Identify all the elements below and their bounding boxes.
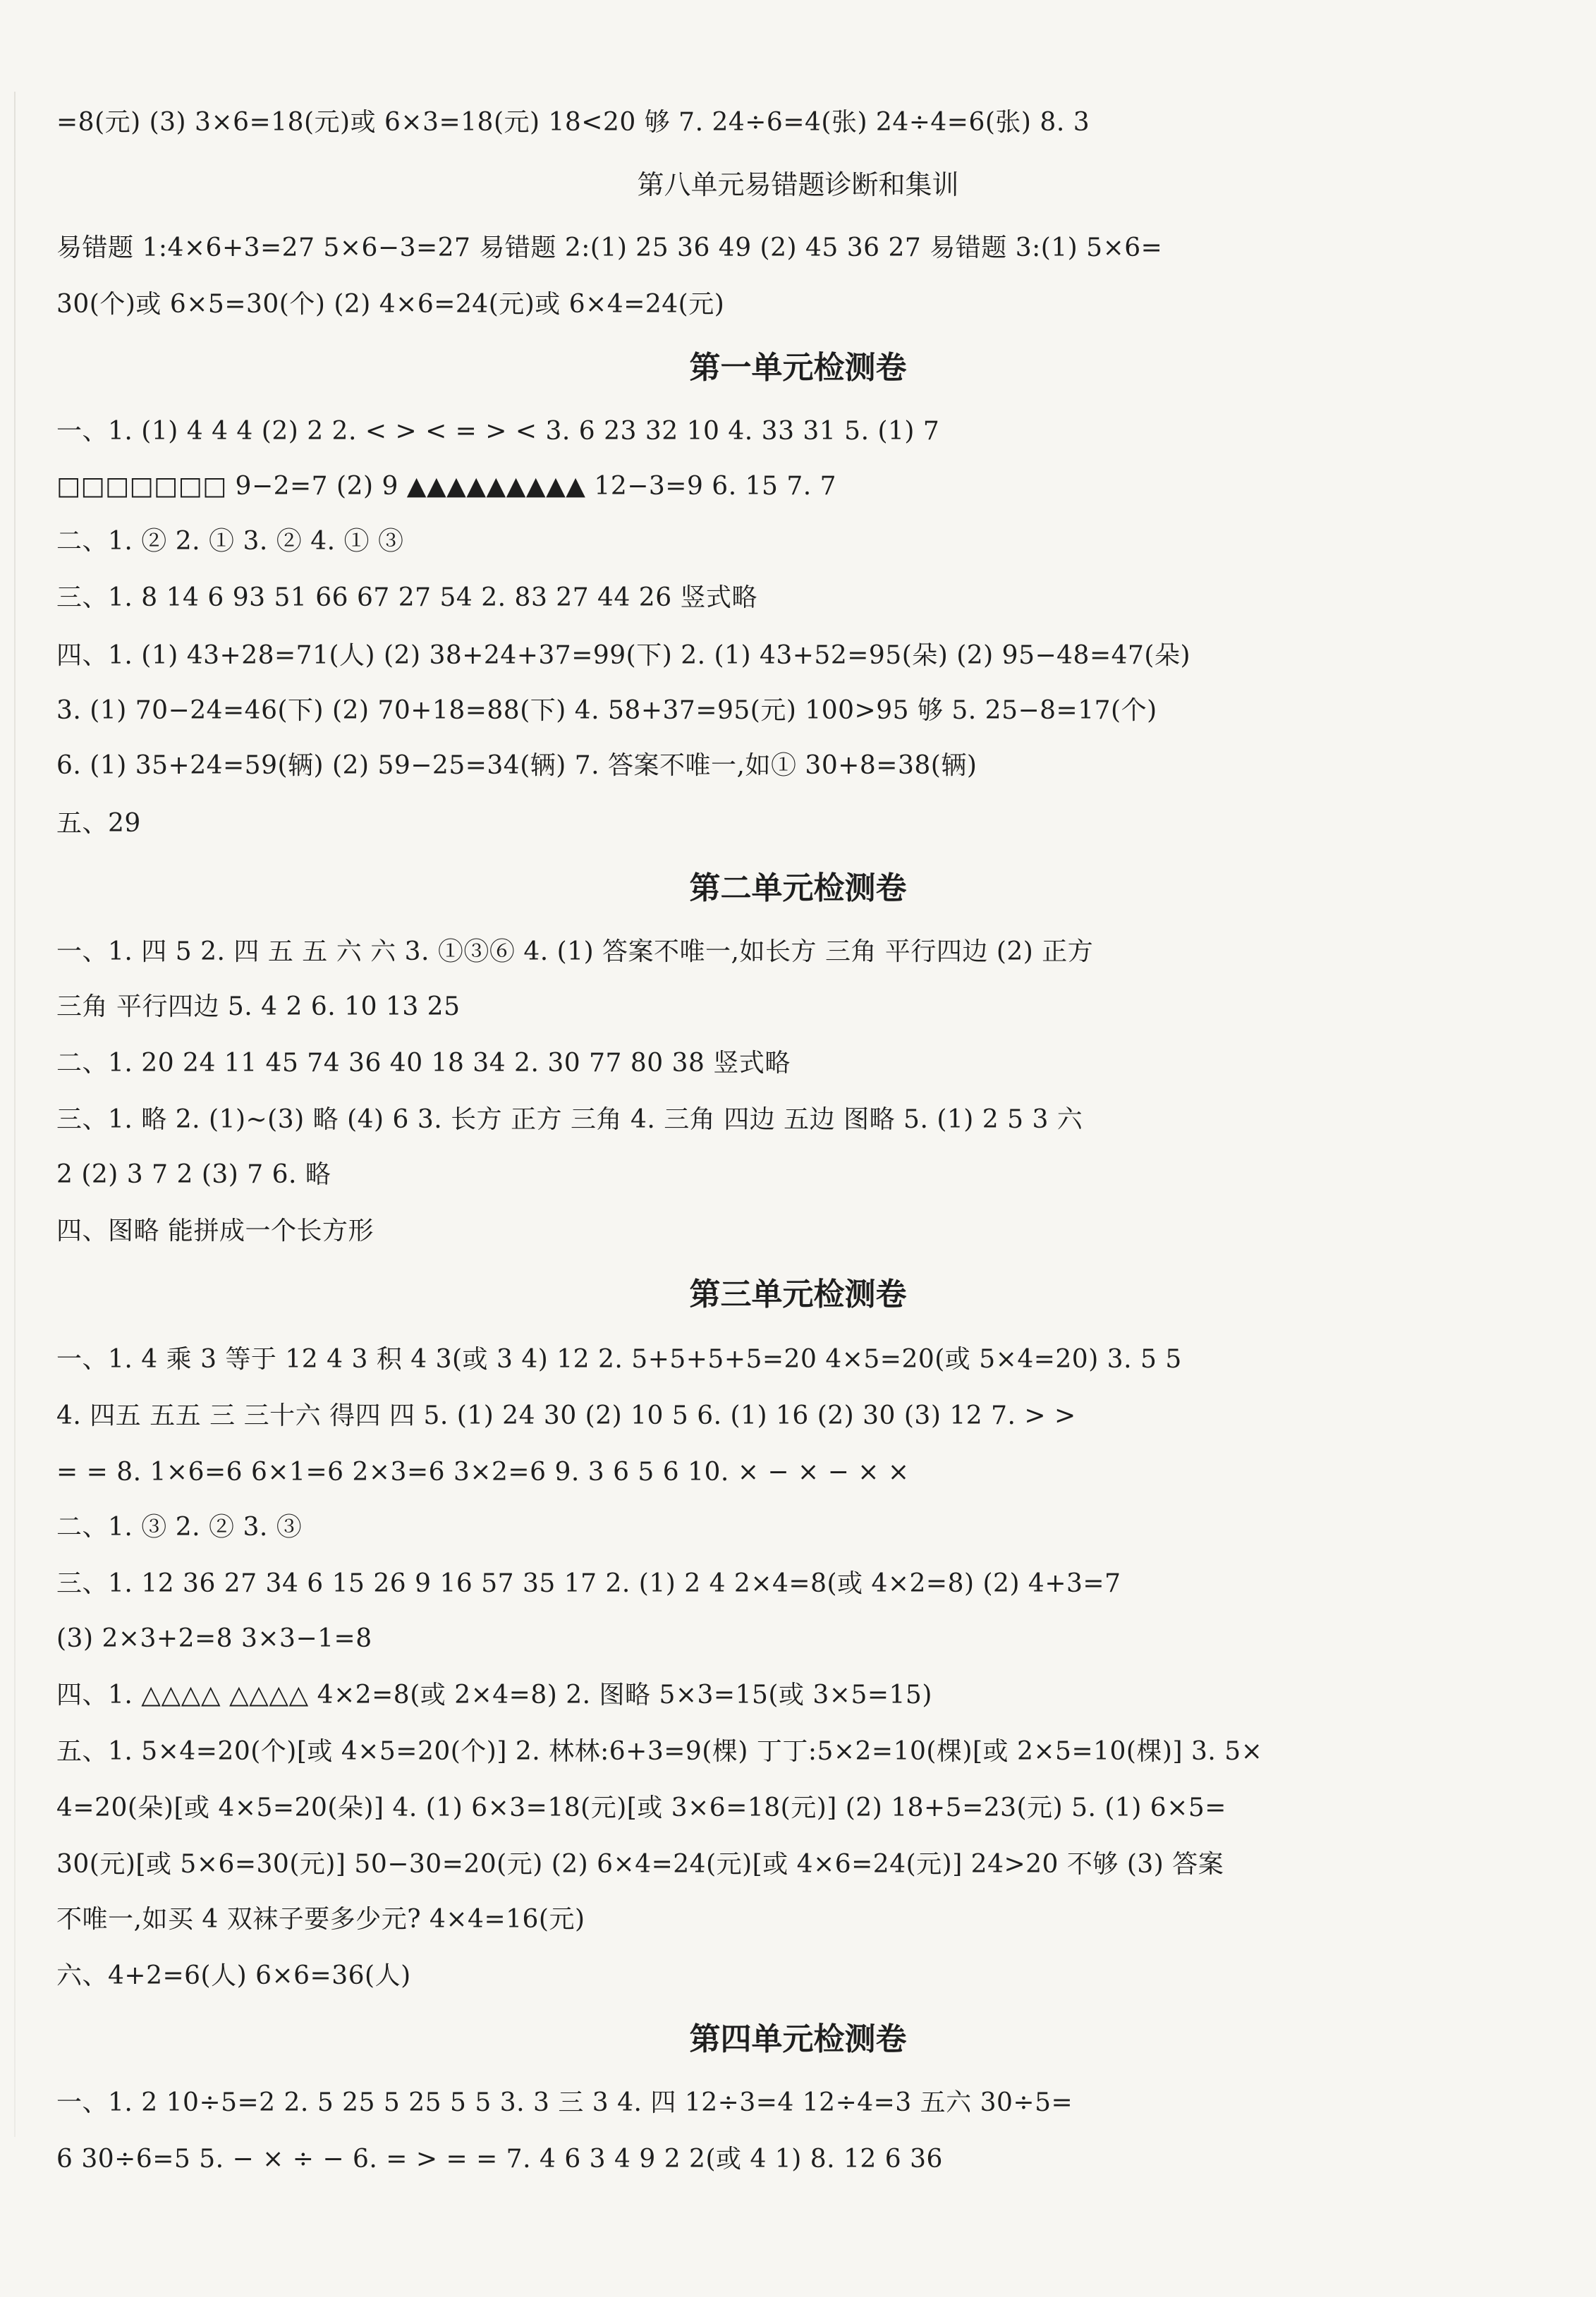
test2-line: 三角 平行四边 5. 4 2 6. 10 13 25 [56, 992, 461, 1021]
test3-line: 不唯一,如买 4 双袜子要多少元? 4×4=16(元) [56, 1905, 585, 1934]
test1-line: 五、29 [56, 809, 141, 838]
test3-line: (3) 2×3+2=8 3×3−1=8 [56, 1624, 372, 1653]
test3-line: 二、1. ③ 2. ② 3. ③ [56, 1513, 303, 1542]
test2-line: 三、1. 略 2. (1)~(3) 略 (4) 6 3. 长方 正方 三角 4. 三角 四边 五边 图略 5. (1) 2 5 3 六 [56, 1105, 1083, 1134]
unit8-line: 30(个)或 6×5=30(个) (2) 4×6=24(元)或 6×4=24(元) [56, 290, 725, 319]
test3-line: 四、1. △△△△ △△△△ 4×2=8(或 2×4=8) 2. 图略 5×3=15(或 3×5=15) [56, 1681, 932, 1710]
test2-title: 第二单元检测卷 [689, 870, 907, 906]
test3-line: = = 8. 1×6=6 6×1=6 2×3=6 3×2=6 9. 3 6 5 6 10. × − × − × × [56, 1458, 910, 1487]
test3-line: 五、1. 5×4=20(个)[或 4×5=20(个)] 2. 林林:6+3=9(棵) 丁丁:5×2=10(棵)[或 2×5=10(棵)] 3. 5× [56, 1737, 1263, 1766]
test2-line: 四、图略 能拼成一个长方形 [56, 1217, 374, 1245]
test1-title: 第一单元检测卷 [689, 350, 907, 386]
test1-line: 一、1. (1) 4 4 4 (2) 2 2. < > < = > < 3. 6 23 32 10 4. 33 31 5. (1) 7 [56, 417, 940, 446]
test1-line: 三、1. 8 14 6 93 51 66 67 27 54 2. 83 27 44 26 竖式略 [56, 583, 758, 612]
test1-line: 四、1. (1) 43+28=71(人) (2) 38+24+37=99(下) 2. (1) 43+52=95(朵) (2) 95−48=47(朵) [56, 641, 1191, 670]
test3-line: 4=20(朵)[或 4×5=20(朵)] 4. (1) 6×3=18(元)[或 3×6=18(元)] (2) 18+5=23(元) 5. (1) 6×5= [56, 1793, 1226, 1822]
test3-line: 4. 四五 五五 三 三十六 得四 四 5. (1) 24 30 (2) 10 5 6. (1) 16 (2) 30 (3) 12 7. > > [56, 1401, 1076, 1430]
test2-line: 2 (2) 3 7 2 (3) 7 6. 略 [56, 1160, 331, 1189]
test4-line: 一、1. 2 10÷5=2 2. 5 25 5 25 5 5 3. 3 三 3 4. 四 12÷3=4 12÷4=3 五六 30÷5= [56, 2088, 1073, 2117]
header-answer-line: =8(元) (3) 3×6=18(元)或 6×3=18(元) 18<20 够 7. 24÷6=4(张) 24÷4=6(张) 8. 3 [56, 108, 1090, 137]
test2-line: 二、1. 20 24 11 45 74 36 40 18 34 2. 30 77 80 38 竖式略 [56, 1049, 791, 1078]
test3-line: 30(元)[或 5×6=30(元)] 50−30=20(元) (2) 6×4=24(元)[或 4×6=24(元)] 24>20 不够 (3) 答案 [56, 1850, 1224, 1879]
unit8-line: 易错题 1:4×6+3=27 5×6−3=27 易错题 2:(1) 25 36 49 (2) 45 36 27 易错题 3:(1) 5×6= [56, 233, 1163, 262]
test1-line: 3. (1) 70−24=46(下) (2) 70+18=88(下) 4. 58+37=95(元) 100>95 够 5. 25−8=17(个) [56, 696, 1157, 725]
test1-line: 6. (1) 35+24=59(辆) (2) 59−25=34(辆) 7. 答案不唯一,如① 30+8=38(辆) [56, 751, 977, 780]
test3-line: 三、1. 12 36 27 34 6 15 26 9 16 57 35 17 2. (1) 2 4 2×4=8(或 4×2=8) (2) 4+3=7 [56, 1569, 1121, 1598]
test3-line: 六、4+2=6(人) 6×6=36(人) [56, 1961, 411, 1990]
page-margin-line [14, 92, 16, 2137]
test3-title: 第三单元检测卷 [689, 1277, 907, 1312]
test3-line: 一、1. 4 乘 3 等于 12 4 3 积 4 3(或 3 4) 12 2. 5+5+5+5=20 4×5=20(或 5×4=20) 3. 5 5 [56, 1345, 1182, 1374]
test1-line: □□□□□□□ 9−2=7 (2) 9 ▲▲▲▲▲▲▲▲▲ 12−3=9 6. 15 7. 7 [56, 472, 837, 501]
test4-title: 第四单元检测卷 [689, 2021, 907, 2057]
test2-line: 一、1. 四 5 2. 四 五 五 六 六 3. ①③⑥ 4. (1) 答案不唯一,如长方 三角 平行四边 (2) 正方 [56, 937, 1094, 966]
test1-line: 二、1. ② 2. ① 3. ② 4. ① ③ [56, 527, 404, 556]
test4-line: 6 30÷6=5 5. − × ÷ − 6. = > = = 7. 4 6 3 4 9 2 2(或 4 1) 8. 12 6 36 [56, 2145, 943, 2174]
unit8-title: 第八单元易错题诊断和集训 [637, 169, 959, 200]
